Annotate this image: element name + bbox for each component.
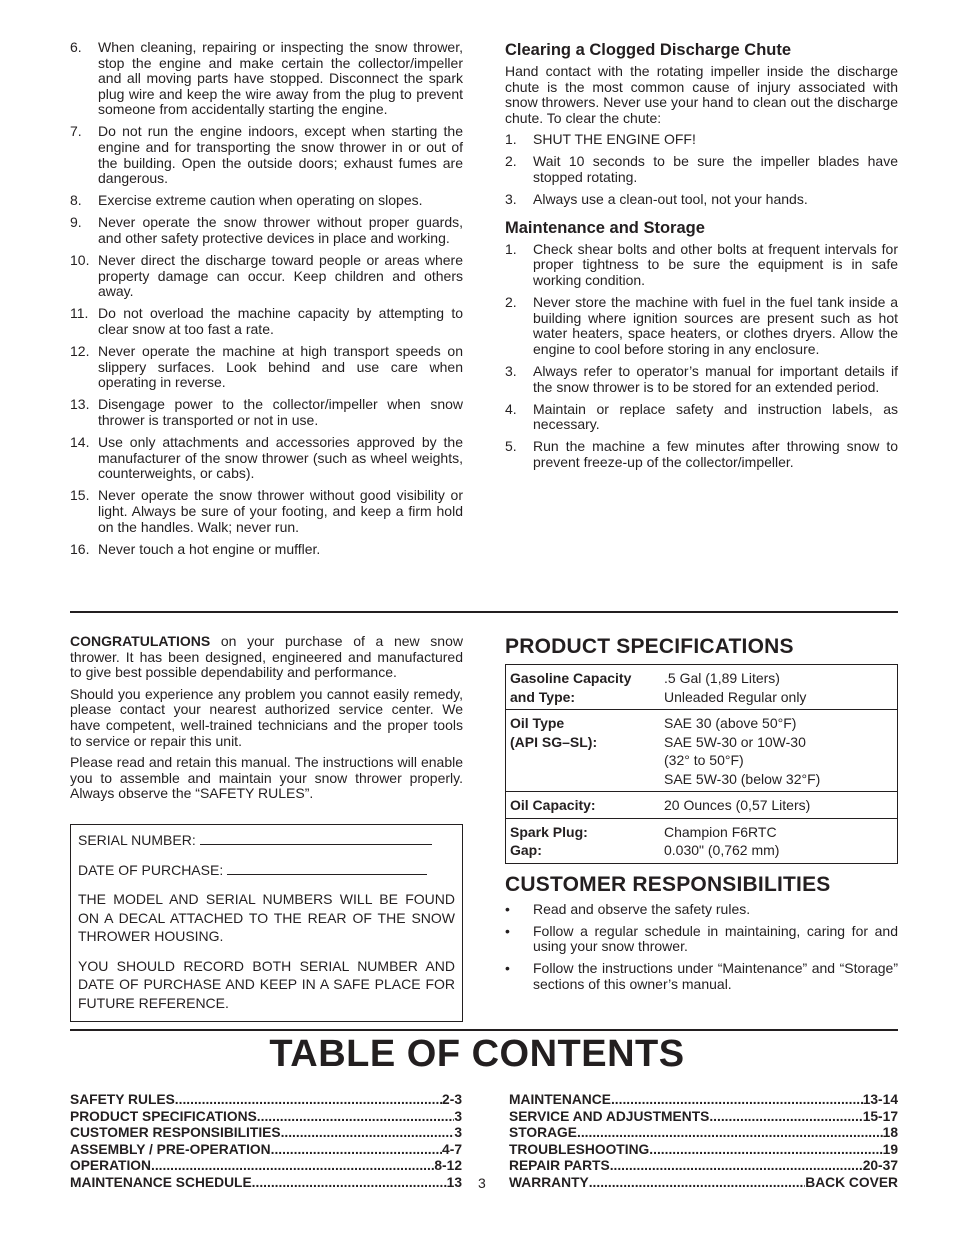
chute-step-text: Always use a clean-out tool, not your hands. [533, 191, 808, 208]
toc-entry[interactable] [70, 1109, 462, 1126]
toc-entry-page: 3 [454, 1108, 462, 1124]
toc-entry-page: 13-14 [862, 1092, 898, 1107]
congrats-lead: CONGRATULATIONS [70, 633, 211, 649]
customer-resp-item [505, 961, 898, 992]
toc-entry-page: BACK COVER [805, 1174, 898, 1190]
chute-step-item [505, 154, 898, 185]
toc-entry-label: CUSTOMER RESPONSIBILITIES [70, 1125, 281, 1141]
toc-leader-dots [151, 1158, 434, 1175]
safety-rule-item [70, 215, 463, 246]
spec-label: Oil Type (API SG–SL): [510, 715, 598, 750]
chute-step-text: SHUT THE ENGINE OFF! [533, 131, 696, 148]
product-specs-heading: PRODUCT SPECIFICATIONS [505, 635, 794, 658]
safety-rule-item [70, 306, 463, 337]
maintenance-step-text: Always refer to operator’s manual for important details if the snow thrower is to be stored for an extended period. [533, 362, 898, 395]
safety-rule-text: Never operate the snow thrower without proper guards, and other safety protective devices in place and working. [98, 214, 463, 247]
congrats-text: on your purchase of a new snow thrower. It has been designed, engineered and manufactured to give best possible dependability and performance. [70, 633, 463, 681]
toc-divider [70, 1029, 898, 1031]
spec-label: Oil Capacity: [510, 797, 596, 813]
spec-value: .5 Gal (1,89 Liters) Unleaded Regular only [664, 670, 807, 705]
clogged-chute-intro: Hand contact with the rotating impeller inside the discharge chute is the most common cause of injury associated with snow throwers. Never use your hand to clean out the discharge chute. To clear the chute: [505, 63, 898, 126]
toc-entry-label: STORAGE [509, 1125, 577, 1141]
toc-leader-dots [281, 1125, 455, 1142]
maintenance-step-number: 1. [505, 240, 517, 257]
serial-note-1: THE MODEL AND SERIAL NUMBERS WILL BE FOUND ON A DECAL ATTACHED TO THE REAR OF THE SNOW THROWER HOUSING. [78, 891, 455, 944]
safety-rule-item [70, 193, 463, 209]
safety-rule-item [70, 40, 463, 118]
safety-rule-text: Use only attachments and accessories approved by the manufacturer of the snow thrower (such as wheel weights, counterweights, or cabs). [98, 434, 463, 482]
date-of-purchase-label: DATE OF PURCHASE: [78, 861, 224, 878]
bullet-icon: • [505, 960, 510, 977]
toc-leader-dots [709, 1109, 862, 1126]
chute-step-item [505, 192, 898, 208]
toc-entry-label: ASSEMBLY / PRE-OPERATION [70, 1141, 271, 1157]
safety-rule-number: 6. [70, 39, 82, 55]
maintenance-step-text: Run the machine a few minutes after throwing snow to prevent freeze-up of the collector/impeller. [533, 438, 898, 470]
safety-rule-item [70, 253, 463, 300]
maintenance-step-item [505, 295, 898, 357]
toc-entry-label: REPAIR PARTS [509, 1158, 610, 1174]
product-specs-table [505, 664, 898, 864]
toc-entry-label: MAINTENANCE SCHEDULE [70, 1174, 252, 1190]
safety-rule-item [70, 124, 463, 186]
maintenance-step-number: 3. [505, 362, 517, 379]
toc-leader-dots [611, 1092, 863, 1109]
safety-rule-item [70, 397, 463, 428]
section-divider [70, 611, 898, 613]
congrats-paragraph-2: Should you experience any problem you cannot easily remedy, please contact your nearest authorized service center. We have competent, well-trained technicians and the proper tools to service or repair this unit. [70, 685, 463, 749]
spec-row [506, 819, 897, 863]
toc-entry-page: 19 [882, 1141, 898, 1157]
maintenance-step-item [505, 364, 898, 395]
toc-entry[interactable] [509, 1142, 898, 1159]
toc-entry-label: SERVICE AND ADJUSTMENTS [509, 1108, 710, 1124]
safety-rule-text: Never touch a hot engine or muffler. [98, 540, 321, 557]
chute-step-text: Wait 10 seconds to be sure the impeller blades have stopped rotating. [533, 153, 898, 186]
clogged-chute-steps [505, 132, 898, 207]
toc-entry[interactable] [70, 1158, 462, 1175]
maintenance-storage-heading: Maintenance and Storage [505, 218, 705, 237]
congrats-paragraph-3: Please read and retain this manual. The instructions will enable you to assemble and maintain your snow thrower properly. Always observe the “SAFETY RULES”. [70, 754, 463, 802]
spec-value: SAE 30 (above 50°F) SAE 5W-30 or 10W-30 (32° to 50°F) SAE 5W-30 (below 32°F) [664, 715, 821, 787]
maintenance-step-text: Maintain or replace safety and instruction labels, as necessary. [533, 400, 898, 433]
maintenance-step-text: Check shear bolts and other bolts at frequent intervals for proper tightness to be sure the equipment is in safe working condition. [533, 240, 898, 288]
toc-entry-label: WARRANTY [509, 1174, 589, 1190]
chute-step-number: 3. [505, 191, 517, 208]
customer-resp-heading: CUSTOMER RESPONSIBILITIES [505, 872, 831, 896]
safety-rule-number: 16. [70, 540, 90, 557]
spec-value: Champion F6RTC 0.030" (0,762 mm) [664, 823, 780, 858]
customer-resp-text: Follow the instructions under “Maintenance” and “Storage” sections of this owner’s manual. [533, 960, 898, 992]
toc-leader-dots [271, 1142, 442, 1159]
maintenance-step-number: 2. [505, 294, 517, 311]
congrats-paragraph-1 [70, 634, 463, 681]
toc-entry-page: 13 [446, 1174, 462, 1190]
spec-row [506, 710, 897, 792]
toc-entry-page: 18 [882, 1125, 898, 1141]
safety-rule-number: 10. [70, 252, 90, 269]
maintenance-step-item [505, 242, 898, 289]
bullet-icon: • [505, 900, 510, 917]
maintenance-step-item [505, 439, 898, 470]
serial-number-box [70, 824, 463, 1022]
safety-rule-item [70, 344, 463, 391]
toc-entry[interactable] [70, 1092, 462, 1109]
congratulations-section [70, 634, 463, 808]
toc-title: TABLE OF CONTENTS [269, 1033, 685, 1075]
safety-rule-text: Exercise extreme caution when operating on slopes. [98, 192, 423, 209]
customer-resp-item [505, 924, 898, 955]
safety-rule-text: Never operate the snow thrower without good visibility or light. Always be sure of your footing, and keep a firm hold on the handles. Walk; never run. [98, 487, 463, 535]
toc-entry[interactable] [509, 1175, 898, 1192]
toc-entry[interactable] [70, 1175, 462, 1192]
customer-resp-list [505, 902, 898, 993]
date-of-purchase-blank [227, 862, 427, 875]
toc-leader-dots [610, 1158, 863, 1175]
product-specs-section [505, 634, 898, 999]
toc-leader-dots [649, 1142, 882, 1159]
safety-right-column [505, 40, 898, 477]
toc-entry-page: 8-12 [434, 1158, 462, 1174]
safety-rule-item [70, 488, 463, 535]
toc-entry-label: OPERATION [70, 1158, 151, 1174]
toc-entry-page: 3 [454, 1125, 462, 1141]
safety-rule-number: 13. [70, 396, 90, 413]
maintenance-step-item [505, 402, 898, 433]
serial-note-2: YOU SHOULD RECORD BOTH SERIAL NUMBER AND DATE OF PURCHASE AND KEEP IN A SAFE PLACE FOR FUTURE REFERENCE. [78, 957, 455, 1011]
toc-leader-dots [252, 1175, 447, 1192]
customer-resp-text: Read and observe the safety rules. [533, 900, 751, 917]
safety-rule-number: 7. [70, 123, 82, 140]
safety-rule-text: Do not run the engine indoors, except when starting the engine and for transporting the snow thrower in or out of the building. Open the outside doors; exhaust fumes are dangerous. [98, 123, 463, 187]
safety-rule-number: 8. [70, 192, 82, 209]
maintenance-storage-steps [505, 242, 898, 471]
toc-entry-page: 20-37 [862, 1158, 898, 1174]
toc-left-column [70, 1092, 462, 1192]
toc-leader-dots [175, 1092, 442, 1109]
chute-step-item [505, 132, 898, 148]
maintenance-step-number: 5. [505, 438, 517, 455]
safety-rule-item [70, 542, 463, 558]
serial-number-label: SERIAL NUMBER: [78, 832, 196, 848]
safety-rule-item [70, 435, 463, 482]
bullet-icon: • [505, 922, 510, 939]
toc-entry[interactable] [509, 1092, 898, 1109]
customer-resp-text: Follow a regular schedule in maintaining, caring for and using your snow thrower. [533, 922, 898, 955]
toc-entry-label: PRODUCT SPECIFICATIONS [70, 1108, 257, 1124]
serial-number-field [78, 831, 455, 850]
safety-rule-number: 15. [70, 487, 90, 504]
spec-row [506, 665, 897, 710]
clogged-chute-heading: Clearing a Clogged Discharge Chute [505, 41, 792, 59]
safety-rule-number: 12. [70, 343, 90, 360]
toc-leader-dots [257, 1109, 455, 1126]
toc-entry-page: 15-17 [862, 1108, 898, 1124]
safety-rule-text: Never direct the discharge toward people or areas where property damage can occur. Keep children and others away. [98, 252, 463, 300]
toc-entry-label: SAFETY RULES [70, 1092, 175, 1107]
customer-resp-item [505, 902, 898, 918]
date-of-purchase-field [78, 861, 455, 880]
toc-leader-dots [589, 1175, 806, 1192]
toc-entry[interactable] [70, 1142, 462, 1159]
toc-entry[interactable] [509, 1158, 898, 1175]
safety-rule-text: Disengage power to the collector/impeller when snow thrower is transported or not in use. [98, 396, 463, 428]
toc-leader-dots [577, 1125, 883, 1142]
serial-number-blank [200, 832, 432, 845]
safety-rule-number: 14. [70, 434, 90, 451]
chute-step-number: 2. [505, 153, 517, 170]
safety-rule-text: When cleaning, repairing or inspecting the snow thrower, stop the engine and make certain the collector/impeller and all moving parts have stopped. Disconnect the spark plug wire and keep the wire away from the plug to prevent someone from accidentally starting the engine. [98, 39, 463, 118]
toc-entry[interactable] [70, 1125, 462, 1142]
safety-rule-number: 9. [70, 214, 82, 231]
toc-entry-label: TROUBLESHOOTING [509, 1141, 650, 1157]
toc-entry-page: 2-3 [442, 1092, 462, 1107]
toc-entry-label: MAINTENANCE [509, 1092, 611, 1107]
spec-label: Spark Plug: Gap: [510, 823, 588, 858]
page-number: 3 [478, 1175, 486, 1191]
spec-label: Gasoline Capacity and Type: [510, 670, 632, 705]
chute-step-number: 1. [505, 131, 517, 148]
toc-right-column [509, 1092, 898, 1192]
toc-entry[interactable] [509, 1125, 898, 1142]
maintenance-step-text: Never store the machine with fuel in the fuel tank inside a building where ignition sources are present such as hot water heaters, space heaters, or clothes dryers. Allow the engine to cool before storing in any enclosure. [533, 294, 898, 357]
safety-rule-text: Never operate the machine at high transport speeds on slippery surfaces. Look behind and use care when operating in reverse. [98, 343, 463, 391]
safety-rule-text: Do not overload the machine capacity by attempting to clear snow at too fast a rate. [98, 305, 463, 337]
spec-value: 20 Ounces (0,57 Liters) [664, 797, 811, 813]
maintenance-step-number: 4. [505, 400, 517, 417]
spec-row [506, 792, 897, 819]
toc-entry[interactable] [509, 1109, 898, 1126]
safety-rule-number: 11. [70, 305, 89, 322]
toc-entry-page: 4-7 [442, 1141, 462, 1157]
safety-rules-list [70, 40, 463, 564]
